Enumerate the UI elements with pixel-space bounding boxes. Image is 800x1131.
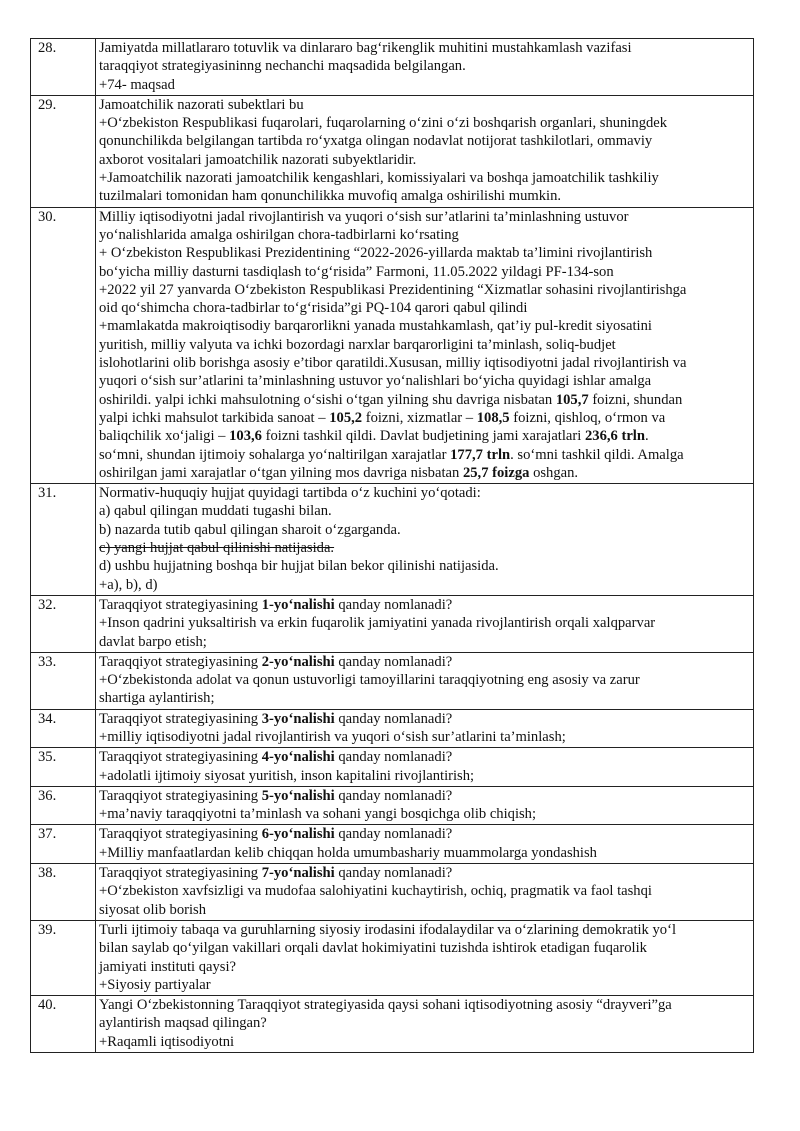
text-line (99, 57, 749, 75)
text-line (99, 354, 749, 372)
text-segment: +Jamoatchilik nazorati jamoatchilik kengashlari, komissiyalari va boshqa jamoatchilik tashkiliy (99, 170, 659, 187)
text-line (99, 787, 749, 805)
question-text (96, 484, 754, 596)
text-line (99, 996, 749, 1014)
question-row (31, 996, 754, 1053)
text-line (99, 633, 749, 651)
text-segment: shartiga aylantirish; (99, 690, 215, 707)
question-text (96, 825, 754, 864)
question-text (96, 652, 754, 709)
question-number: 38. (31, 864, 96, 921)
bold-segment: 1-yo‘nalishi (261, 596, 335, 613)
text-line (99, 728, 749, 746)
question-row (31, 95, 754, 207)
text-line (99, 976, 749, 994)
bold-segment: 103,6 (229, 428, 262, 445)
question-number: 29. (31, 95, 96, 207)
question-row (31, 207, 754, 483)
text-line (99, 844, 749, 862)
question-number: 40. (31, 996, 96, 1053)
bold-segment: 6-yo‘nalishi (261, 826, 335, 843)
text-line (99, 748, 749, 766)
text-segment: d) ushbu hujjatning boshqa bir hujjat bilan bekor qilinishi natijasida. (99, 558, 499, 575)
text-segment: Taraqqiyot strategiyasining (99, 787, 262, 804)
text-segment: +a), b), d) (99, 576, 158, 593)
struck-segment: c) yangi hujjat qabul qilinishi natijasida. (99, 540, 335, 557)
text-segment: Taraqqiyot strategiyasining (99, 826, 262, 843)
questions-table-body (31, 39, 754, 1053)
text-line (99, 557, 749, 575)
question-text (96, 595, 754, 652)
text-segment: foizni, xizmatlar – (362, 409, 477, 426)
bold-segment: 108,5 (476, 409, 510, 426)
text-line (99, 653, 749, 671)
question-text (96, 709, 754, 748)
text-line (99, 596, 749, 614)
text-segment: Normativ-huquqiy hujjat quyidagi tartibda o‘z kuchini yo‘qotadi: (99, 485, 481, 502)
text-line (99, 805, 749, 823)
question-text (96, 95, 754, 207)
question-row (31, 748, 754, 787)
question-number: 37. (31, 825, 96, 864)
text-segment: taraqqiyot strategiyasininng nechanchi maqsadida belgilangan. (99, 58, 466, 75)
text-segment: bilan saylab qo‘yilgan vakillari orqali davlat hokimiyatini tuzishda ishtirok etadigan fuqarolik (99, 940, 647, 957)
text-segment: Taraqqiyot strategiyasining (99, 710, 262, 727)
text-segment: Turli ijtimoiy tabaqa va guruhlarning siyosiy irodasini ifodalaydilar va o‘zlarining demokratik yo‘l (99, 921, 677, 938)
text-line (99, 484, 749, 502)
question-number: 35. (31, 748, 96, 787)
text-line (99, 208, 749, 226)
text-segment: +Raqamli iqtisodiyotni (99, 1033, 235, 1050)
text-line (99, 464, 749, 482)
text-segment: + O‘zbekiston Respublikasi Prezidentining “2022-2026-yillarda maktab ta’limini rivojlantirish (99, 245, 653, 262)
question-row (31, 709, 754, 748)
question-text (96, 39, 754, 96)
text-segment: qanday nomlanadi? (334, 653, 453, 670)
text-line (99, 299, 749, 317)
text-segment: +74- maqsad (99, 76, 175, 93)
text-segment: +adolatli ijtimoiy siyosat yuritish, inson kapitalini rivojlantirish; (99, 767, 475, 784)
text-line (99, 391, 749, 409)
question-text (96, 920, 754, 995)
question-row (31, 652, 754, 709)
question-number: 32. (31, 595, 96, 652)
question-text (96, 996, 754, 1053)
text-segment: qanday nomlanadi? (334, 865, 453, 882)
bold-segment: 177,7 trln (450, 446, 511, 463)
text-segment: +2022 yil 27 yanvarda O‘zbekiston Respublikasi Prezidentining “Xizmatlar sohasini rivojlantirishga (99, 281, 687, 298)
text-segment: oshgan. (529, 464, 579, 481)
text-line (99, 187, 749, 205)
text-line (99, 939, 749, 957)
text-line (99, 1033, 749, 1051)
text-line (99, 521, 749, 539)
text-segment: axborot vositalari jamoatchilik nazorati subyektlaridir. (99, 151, 417, 168)
text-segment: Taraqqiyot strategiyasining (99, 865, 262, 882)
text-segment: tuzilmalari tomonidan ham qonunchilikka muvofiq amalga oshirilishi mumkin. (99, 188, 562, 205)
text-line (99, 614, 749, 632)
question-text (96, 864, 754, 921)
text-line (99, 539, 749, 557)
text-segment: +O‘zbekiston xavfsizligi va mudofaa salohiyatini kuchaytirish, ochiq, pragmatik va faol tashqi (99, 883, 652, 900)
text-segment: yo‘nalishlarida amalga oshirilgan chora-tadbirlarni ko‘rsating (99, 226, 459, 243)
text-line (99, 671, 749, 689)
bold-segment: 25,7 foizga (462, 464, 530, 481)
text-segment: qanday nomlanadi? (334, 596, 453, 613)
text-line (99, 226, 749, 244)
text-segment: +O‘zbekiston Respublikasi fuqarolari, fuqarolarning o‘zini o‘zi boshqarish organlari, shuningdek (99, 115, 668, 132)
text-line (99, 864, 749, 882)
question-row (31, 39, 754, 96)
question-number: 34. (31, 709, 96, 748)
question-row (31, 484, 754, 596)
text-segment: aylantirish maqsad qilingan? (99, 1015, 267, 1032)
text-segment: qanday nomlanadi? (334, 749, 453, 766)
question-text (96, 786, 754, 825)
text-segment: foizni, qishloq, o‘rmon va (509, 409, 666, 426)
text-line (99, 409, 749, 427)
question-number: 36. (31, 786, 96, 825)
text-segment: Taraqqiyot strategiyasining (99, 596, 262, 613)
text-line (99, 244, 749, 262)
text-line (99, 825, 749, 843)
question-number: 28. (31, 39, 96, 96)
text-segment: +Siyosiy partiyalar (99, 976, 211, 993)
text-segment: qanday nomlanadi? (334, 787, 453, 804)
question-row (31, 595, 754, 652)
text-segment: +Inson qadrini yuksaltirish va erkin fuqarolik jamiyatini yanada rivojlantirish orqali xalqparvar (99, 615, 656, 632)
text-segment: bo‘yicha milliy dasturni tasdiqlash to‘g‘risida” Farmoni, 11.05.2022 yildagi PF-134-son (99, 263, 614, 280)
question-row (31, 825, 754, 864)
text-line (99, 901, 749, 919)
text-line (99, 317, 749, 335)
text-line (99, 336, 749, 354)
text-line (99, 958, 749, 976)
bold-segment: 4-yo‘nalishi (261, 749, 335, 766)
text-line (99, 502, 749, 520)
text-segment: oshirilgan jami xarajatlar o‘tgan yilning mos davriga nisbatan (99, 464, 463, 481)
text-segment: a) qabul qilingan muddati tugashi bilan. (99, 503, 332, 520)
text-segment: qanday nomlanadi? (334, 710, 453, 727)
bold-segment: 7-yo‘nalishi (261, 865, 335, 882)
text-line (99, 767, 749, 785)
bold-segment: 2-yo‘nalishi (261, 653, 335, 670)
text-segment: baliqchilik xo‘jaligi – (99, 428, 230, 445)
text-segment: +milliy iqtisodiyotni jadal rivojlantirish va yuqori o‘sish sur’atlarini ta’minlash; (99, 728, 566, 745)
text-segment: qanday nomlanadi? (334, 826, 453, 843)
question-text (96, 207, 754, 483)
text-segment: yuritish, milliy valyuta va ichki bozordagi narxlar barqarorligini ta’minlash, soliq-budjet (99, 336, 616, 353)
question-row (31, 864, 754, 921)
text-segment: foizni tashkil qildi. Davlat budjetining jami xarajatlari (261, 428, 585, 445)
bold-segment: 105,7 (555, 391, 589, 408)
bold-segment: 3-yo‘nalishi (261, 710, 335, 727)
text-segment: jamiyati instituti qaysi? (99, 958, 237, 975)
text-line (99, 689, 749, 707)
text-segment: Taraqqiyot strategiyasining (99, 749, 262, 766)
text-segment: Taraqqiyot strategiyasining (99, 653, 262, 670)
text-segment: islohotlarini olib borishga asosiy e’tibor qaratildi.Xususan, milliy iqtisodiyotni jadal rivojlantirish va (99, 355, 687, 372)
text-line (99, 76, 749, 94)
question-number: 31. (31, 484, 96, 596)
text-line (99, 114, 749, 132)
text-segment: Jamiyatda millatlararo totuvlik va dinlararo bag‘rikenglik muhitini mustahkamlash vazifasi (99, 40, 632, 56)
text-segment: qonunchilikda belgilangan tartibda ro‘yxatga olingan nodavlat notijorat tashkilotlari, ommaviy (99, 133, 653, 150)
question-number: 39. (31, 920, 96, 995)
questions-table (30, 38, 754, 1053)
text-line (99, 151, 749, 169)
question-row (31, 786, 754, 825)
bold-segment: 105,2 (329, 409, 363, 426)
text-segment: +Milliy manfaatlardan kelib chiqqan holda umumbashariy muammolarga yondashish (99, 844, 597, 861)
text-segment: yalpi ichki mahsulot tarkibida sanoat – (99, 409, 330, 426)
text-line (99, 169, 749, 187)
text-segment: . so‘mni tashkil qildi. Amalga (510, 446, 684, 463)
question-row (31, 920, 754, 995)
text-line (99, 921, 749, 939)
text-segment: yuqori o‘sish sur’atlarini ta’minlashning ustuvor yo‘nalishlari bo‘yicha quyidagi ishlar amalga (99, 373, 652, 390)
text-segment: foizni, shundan (588, 391, 683, 408)
text-line (99, 446, 749, 464)
question-number: 33. (31, 652, 96, 709)
text-segment: so‘mni, shundan ijtimoiy sohalarga yo‘naltirilgan xarajatlar (99, 446, 451, 463)
text-line (99, 263, 749, 281)
document-page (30, 38, 754, 1053)
text-line (99, 281, 749, 299)
text-line (99, 96, 749, 114)
bold-segment: 236,6 trln (584, 428, 645, 445)
text-segment: +O‘zbekistonda adolat va qonun ustuvorligi tamoyillarini taraqqiyotning eng asosiy va zarur (99, 672, 640, 689)
text-line (99, 427, 749, 445)
text-segment: +mamlakatda makroiqtisodiy barqarorlikni yanada mustahkamlash, qat’iy pul-kredit siyosatini (99, 318, 652, 335)
text-segment: siyosat olib borish (99, 901, 207, 918)
text-line (99, 882, 749, 900)
text-segment: +ma’naviy taraqqiyotni ta’minlash va sohani yangi bosqichga olib chiqish; (99, 806, 537, 823)
bold-segment: 5-yo‘nalishi (261, 787, 335, 804)
text-line (99, 132, 749, 150)
text-segment: oshirildi. yalpi ichki mahsulotning o‘sishi o‘tgan yilning shu davriga nisbatan (99, 391, 556, 408)
question-number: 30. (31, 207, 96, 483)
text-segment: b) nazarda tutib qabul qilingan sharoit o‘zgarganda. (99, 521, 401, 538)
text-segment: oid qo‘shimcha chora-tadbirlar to‘g‘risida”gi PQ-104 qarori qabul qilindi (99, 300, 528, 317)
text-line (99, 1014, 749, 1032)
text-line (99, 372, 749, 390)
text-segment: Milliy iqtisodiyotni jadal rivojlantirish va yuqori o‘sish sur’atlarini ta’minlashning ustuvor (99, 208, 629, 225)
question-text (96, 748, 754, 787)
text-line (99, 576, 749, 594)
text-segment: . (644, 428, 649, 445)
text-line (99, 39, 749, 57)
text-segment: Yangi O‘zbekistonning Taraqqiyot strategiyasida qaysi sohani iqtisodiyotning asosiy “drayveri”ga (99, 997, 672, 1014)
text-segment: Jamoatchilik nazorati subektlari bu (99, 96, 304, 113)
text-segment: davlat barpo etish; (99, 633, 207, 650)
text-line (99, 710, 749, 728)
